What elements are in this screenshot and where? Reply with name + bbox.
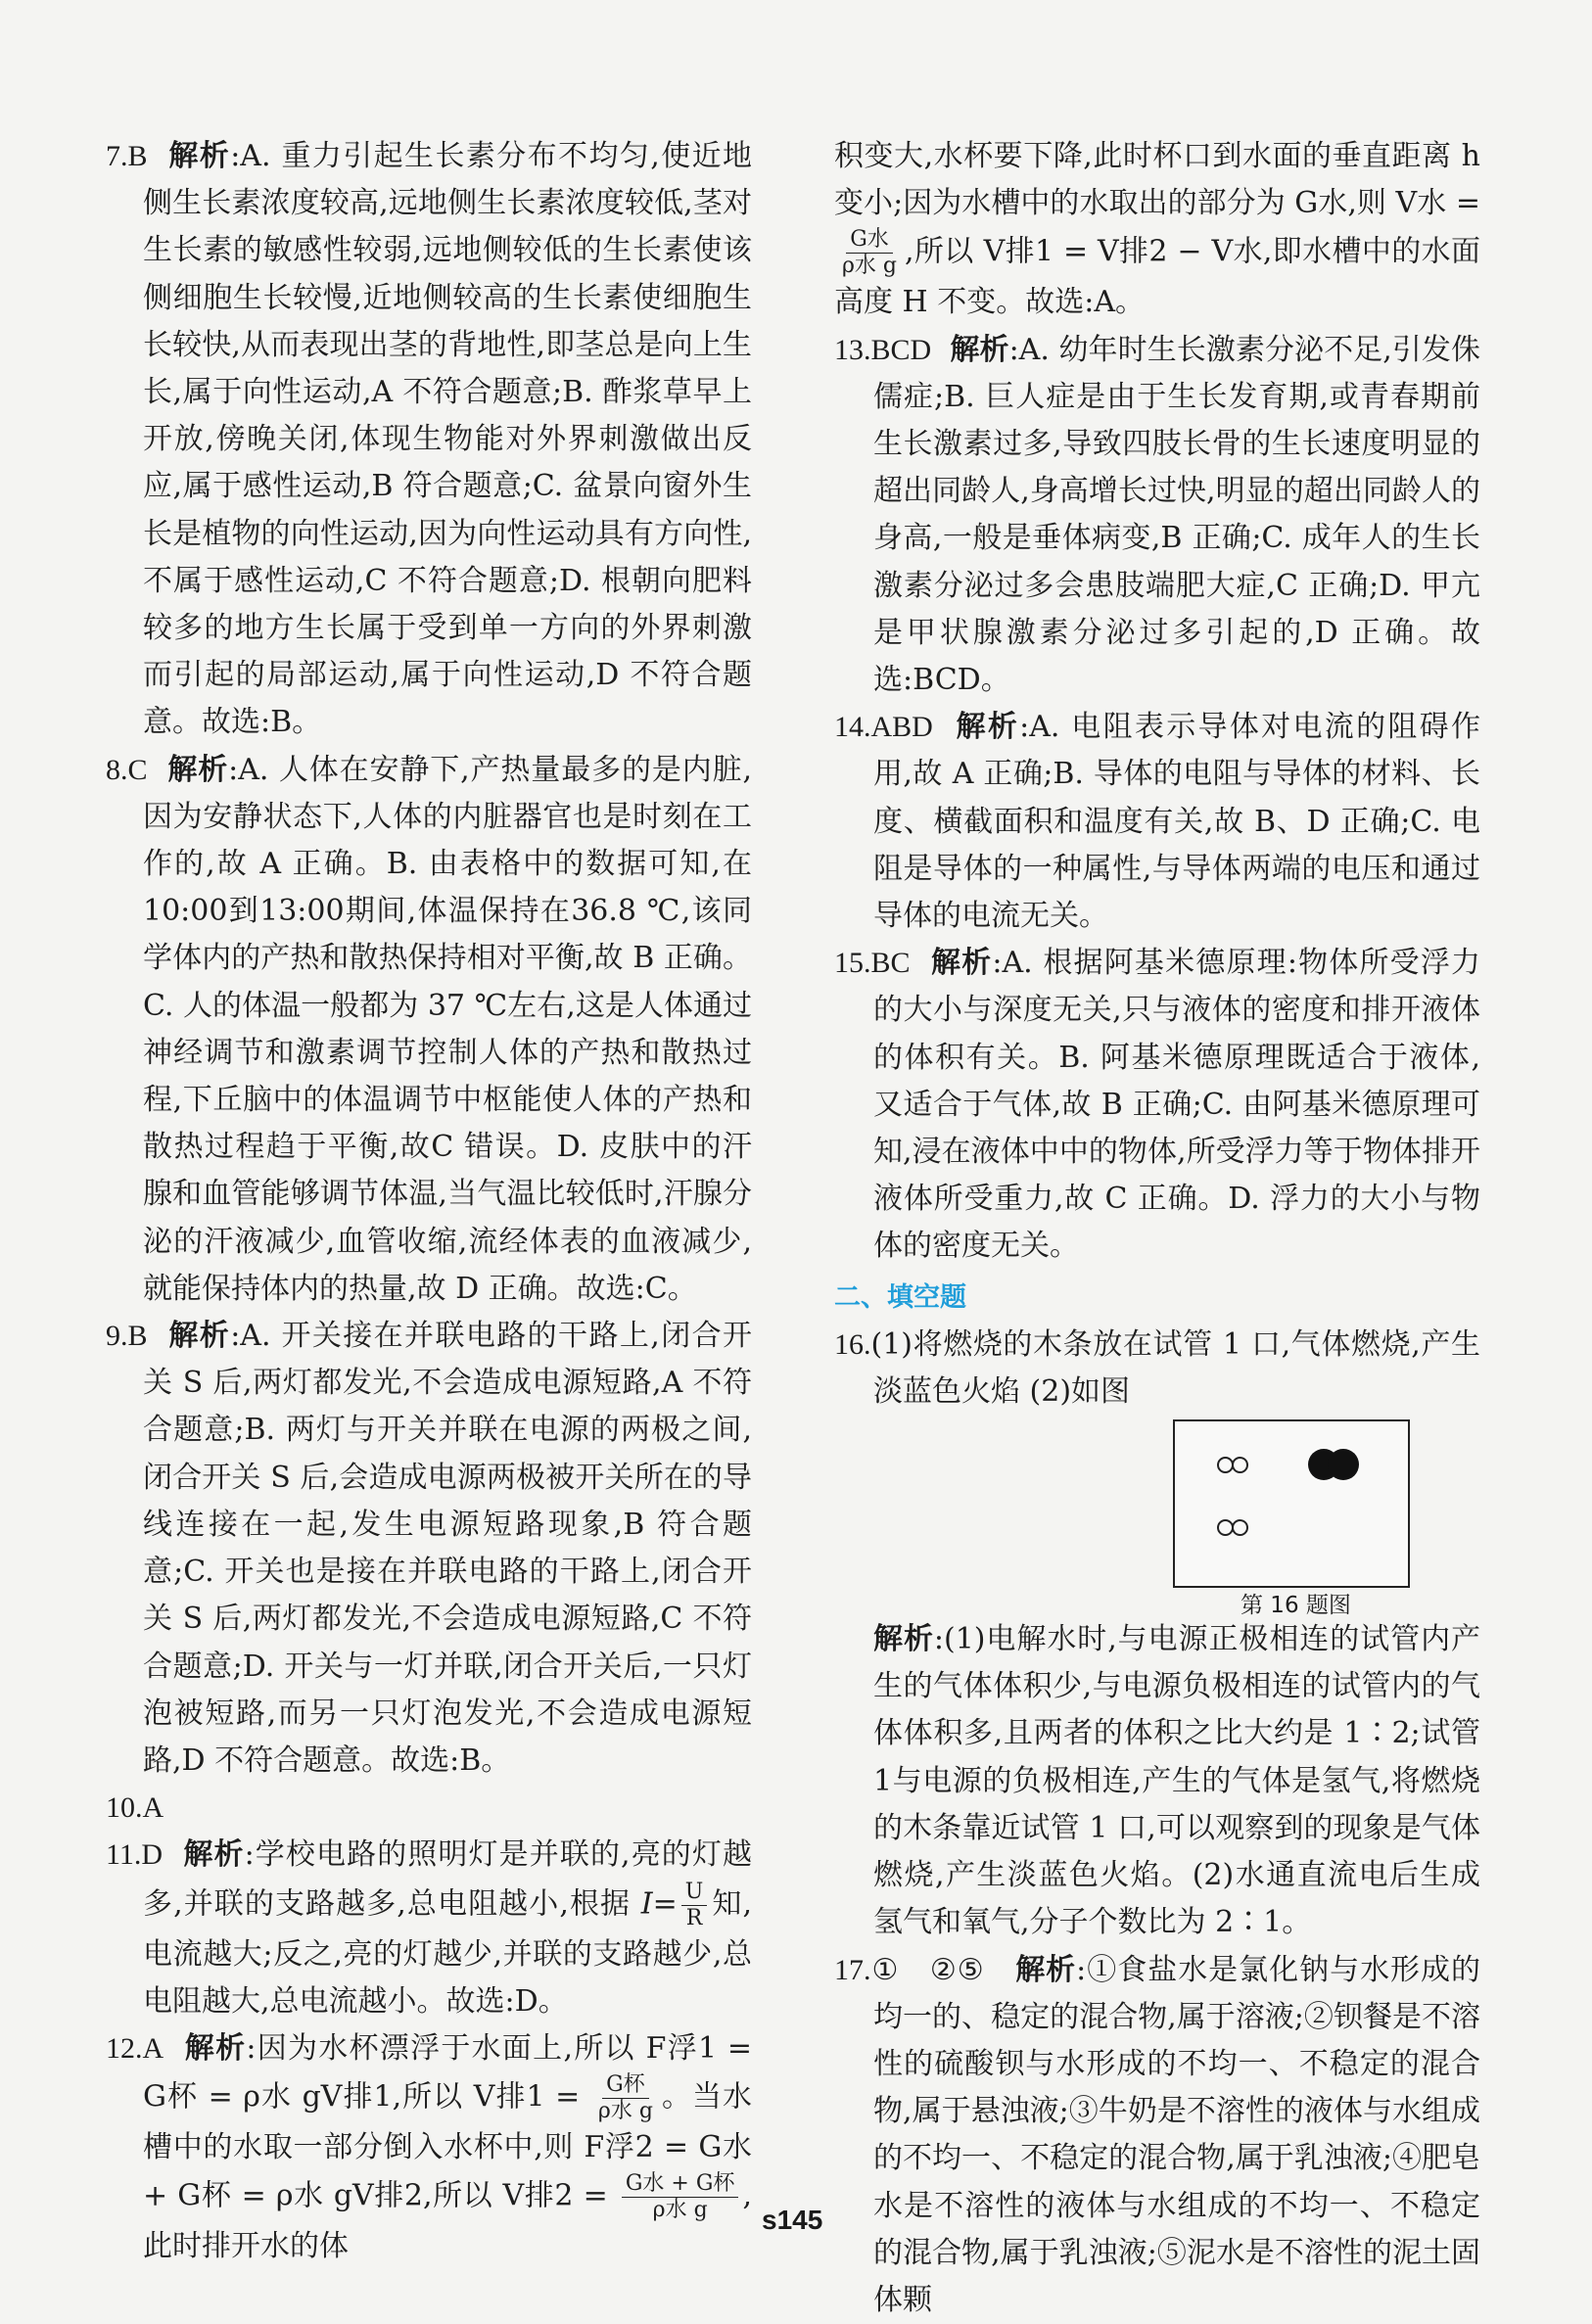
answer-12-continued xyxy=(834,133,1480,327)
answer-12 xyxy=(106,2025,752,2271)
answer-16 xyxy=(834,1322,1480,1416)
fraction xyxy=(594,2072,657,2124)
answer-10 xyxy=(106,1785,752,1832)
fraction-numerator: G水 xyxy=(846,227,893,254)
analysis-text: :A. 重力引起生长素分布不均匀,使近地侧生长素浓度较高,远地侧生长素浓度较低,茎对生长素的敏感性较弱,远地侧较低的生长素使该侧细胞生长较慢,近地侧较高的生长素使细胞生长较快,从而表现出茎的背地性,即茎总是向上生长,属于向性运动,A 不符合题意;B. 酢浆草早上开放,傍晚关闭,体现生物能对外界刺激做出反应,属于感性运动,B 符合题意;C. 盆景向窗外生长是植物的向性运动,因为向性运动具有方向性,不属于感性运动,C 不符合题意;D. 根朝向肥料较多的地方生长属于受到单一方向的外界刺激而引起的局部运动,属于向性运动,D 不符合题意。故选:B。 xyxy=(143,139,752,739)
analysis-text: :因为水杯漂浮于水面上,所以 F浮1 = G杯 = ρ水 gV排1,所以 V排1 = xyxy=(143,2031,752,2115)
analysis-label: 解析 xyxy=(183,1837,244,1872)
answer-number: 13.BCD xyxy=(834,334,931,366)
right-column xyxy=(834,133,1480,2324)
analysis-text: :A. 根据阿基米德原理:物体所受浮力的大小与深度无关,只与液体的密度和排开液体的体积有关。B. 阿基米德原理既适合于液体,又适合于气体,故 B 正确;C. 由阿基米德原理可知,浸在液体中中的物体,所受浮力等于物体排开液体所受重力,故 C 正确。D. 浮力的大小与物体的密度无关。 xyxy=(873,946,1480,1263)
analysis-label: 解析 xyxy=(168,1319,230,1353)
analysis-label: 解析 xyxy=(168,139,230,173)
analysis-text: ,此时排开水的体 xyxy=(143,2179,752,2264)
fraction xyxy=(622,2171,739,2223)
analysis-label: 解析 xyxy=(167,753,228,787)
figure-caption: 第 16 题图 xyxy=(1241,1592,1351,1619)
figure-16 xyxy=(834,1416,1480,1616)
molecule-diagram xyxy=(1173,1419,1410,1588)
analysis-text: 积变大,水杯要下降,此时杯口到水面的垂直距离 h 变小;因为水槽中的水取出的部分为 G水,则 V水 = xyxy=(834,139,1480,220)
answer-number: 10.A xyxy=(106,1791,164,1824)
answer-7 xyxy=(106,133,752,747)
hydrogen-atom-icon xyxy=(1232,1457,1248,1473)
fraction-denominator: R xyxy=(682,1906,707,1931)
analysis-text: ,所以 V排1 = V排2 − V水,即水槽中的水面高度 H 不变。故选:A。 xyxy=(834,235,1480,320)
answer-14 xyxy=(834,704,1480,940)
analysis-text: 知,电流越大;反之,亮的灯越少,并联的支路越少,总电阻越大,总电流越小。故选:D。 xyxy=(143,1886,752,2019)
answer-number: 17.① xyxy=(834,1954,899,1986)
analysis-label: 解析 xyxy=(931,946,992,980)
answer-text: (1)将燃烧的木条放在试管 1 口,气体燃烧,产生淡蓝色火焰 (2)如图 xyxy=(871,1327,1481,1409)
analysis-text: 。当水槽中的水取一部分倒入水杯中,则 F浮2 = G水 + G杯 = ρ水 gV排2,所以 V排2 = xyxy=(143,2080,752,2213)
analysis-text: :学校电路的照明灯是并联的,亮的灯越多,并联的支路越多,总电阻越小,根据 xyxy=(143,1837,752,1921)
oxygen-atom-icon xyxy=(1328,1449,1359,1480)
answer-8 xyxy=(106,747,752,1313)
answer-17 xyxy=(834,1947,1480,2324)
fraction-numerator: U xyxy=(681,1880,708,1906)
left-column xyxy=(106,133,752,2271)
analysis-label: 解析 xyxy=(873,1622,934,1656)
answer-number: 14.ABD xyxy=(834,711,933,743)
answer-15 xyxy=(834,940,1480,1270)
fraction xyxy=(681,1880,708,1931)
answer-number: 8.C xyxy=(106,754,148,786)
answer-13 xyxy=(834,327,1480,705)
answer-number: 12.A xyxy=(106,2032,164,2065)
hydrogen-atom-icon xyxy=(1232,1519,1248,1536)
analysis-label: 解析 xyxy=(1015,1953,1076,1987)
analysis-text: :(1)电解水时,与电源正极相连的试管内产生的气体体积少,与电源负极相连的试管内的气体体积多,且两者的体积之比大约是 1∶2;试管 1与电源的负极相连,产生的气体是氢气,将燃烧的木条靠近试管 1 口,可以观察到的现象是气体燃烧,产生淡蓝色火焰。(2)水通直流电后生成氢气和氧气,分子个数比为 2∶1。 xyxy=(873,1622,1480,1939)
analysis-text: :A. 电阻表示导体对电流的阻碍作用,故 A 正确;B. 导体的电阻与导体的材料、长度、横截面积和温度有关,故 B、D 正确;C. 电阻是导体的一种属性,与导体两端的电压和通过导体的电流无关。 xyxy=(873,710,1480,933)
analysis-text: :A. 开关接在并联电路的干路上,闭合开关 S 后,两灯都发光,不会造成电源短路,A 不符合题意;B. 两灯与开关并联在电源的两极之间,闭合开关 S 后,会造成电源两极被开关所在的导线连接在一起,发生电源短路现象,B 符合题意;C. 开关也是接在并联电路的干路上,闭合开关 S 后,两灯都发光,不会造成电源短路,C 不符合题意;D. 开关与一灯并联,闭合开关后,一只灯泡被短路,而另一只灯泡发光,不会造成电源短路,D 不符合题意。故选:B。 xyxy=(143,1319,752,1778)
answer-number: 7.B xyxy=(106,140,148,172)
analysis-label: 解析 xyxy=(950,333,1008,367)
formula-lhs: I= xyxy=(641,1886,678,1921)
answer-number: 9.B xyxy=(106,1320,148,1352)
analysis-text: :A. 幼年时生长激素分泌不足,引发侏儒症;B. 巨人症是由于生长发育期,或青春期前生长激素过多,导致四肢长骨的生长速度明显的超出同龄人,身高增长过快,明显的超出同龄人的身高,一般是垂体病变,B 正确;C. 成年人的生长激素分泌过多会患肢端肥大症,C 正确;D. 甲亢是甲状腺激素分泌过多引起的,D 正确。故选:BCD。 xyxy=(873,333,1480,697)
answer-number: 16. xyxy=(834,1328,871,1361)
answer-11 xyxy=(106,1832,752,2025)
fraction-numerator: G杯 xyxy=(602,2072,649,2099)
analysis-label: 解析 xyxy=(957,710,1020,744)
answer-number: 15.BC xyxy=(834,947,911,979)
fraction-denominator: ρ水 g xyxy=(838,254,901,279)
page-number: s145 xyxy=(762,2205,822,2236)
analysis-label: 解析 xyxy=(185,2031,247,2066)
answer-16-analysis xyxy=(834,1616,1480,1946)
fraction-denominator: ρ水 g xyxy=(649,2198,712,2223)
answer-text: ②⑤ xyxy=(930,1953,985,1987)
analysis-text: :①食盐水是氯化钠与水形成的均一的、稳定的混合物,属于溶液;②钡餐是不溶性的硫酸钡与水形成的不均一、不稳定的混合物,属于悬浊液;③牛奶是不溶性的液体与水组成的不均一、不稳定的混合物,属于乳浊液;④肥皂水是不溶性的液体与水组成的不均一、不稳定的混合物,属于乳浊液;⑤泥水是不溶性的泥土固体颗 xyxy=(873,1953,1480,2317)
fraction-numerator: G水 + G杯 xyxy=(622,2171,739,2198)
fraction xyxy=(838,227,901,279)
answer-9 xyxy=(106,1313,752,1785)
analysis-text: :A. 人体在安静下,产热量最多的是内脏,因为安静状态下,人体的内脏器官也是时刻在工作的,故 A 正确。B. 由表格中的数据可知,在 10:00到13:00期间,体温保持在36.8 ℃,该同学体内的产热和散热保持相对平衡,故 B 正确。C. 人的体温一般都为 37 ℃左右,这是人体通过神经调节和激素调节控制人体的产热和散热过程,下丘脑中的体温调节中枢能使人体的产热和散热过程趋于平衡,故C 错误。D. 皮肤中的汗腺和血管能够调节体温,当气温比较低时,汗腺分泌的汗液减少,血管收缩,流经体表的血液减少,就能保持体内的热量,故 D 正确。故选:C。 xyxy=(143,753,752,1306)
section-heading: 二、填空题 xyxy=(834,1275,1480,1322)
fraction-denominator: ρ水 g xyxy=(594,2099,657,2124)
answer-number: 11.D xyxy=(106,1838,163,1871)
